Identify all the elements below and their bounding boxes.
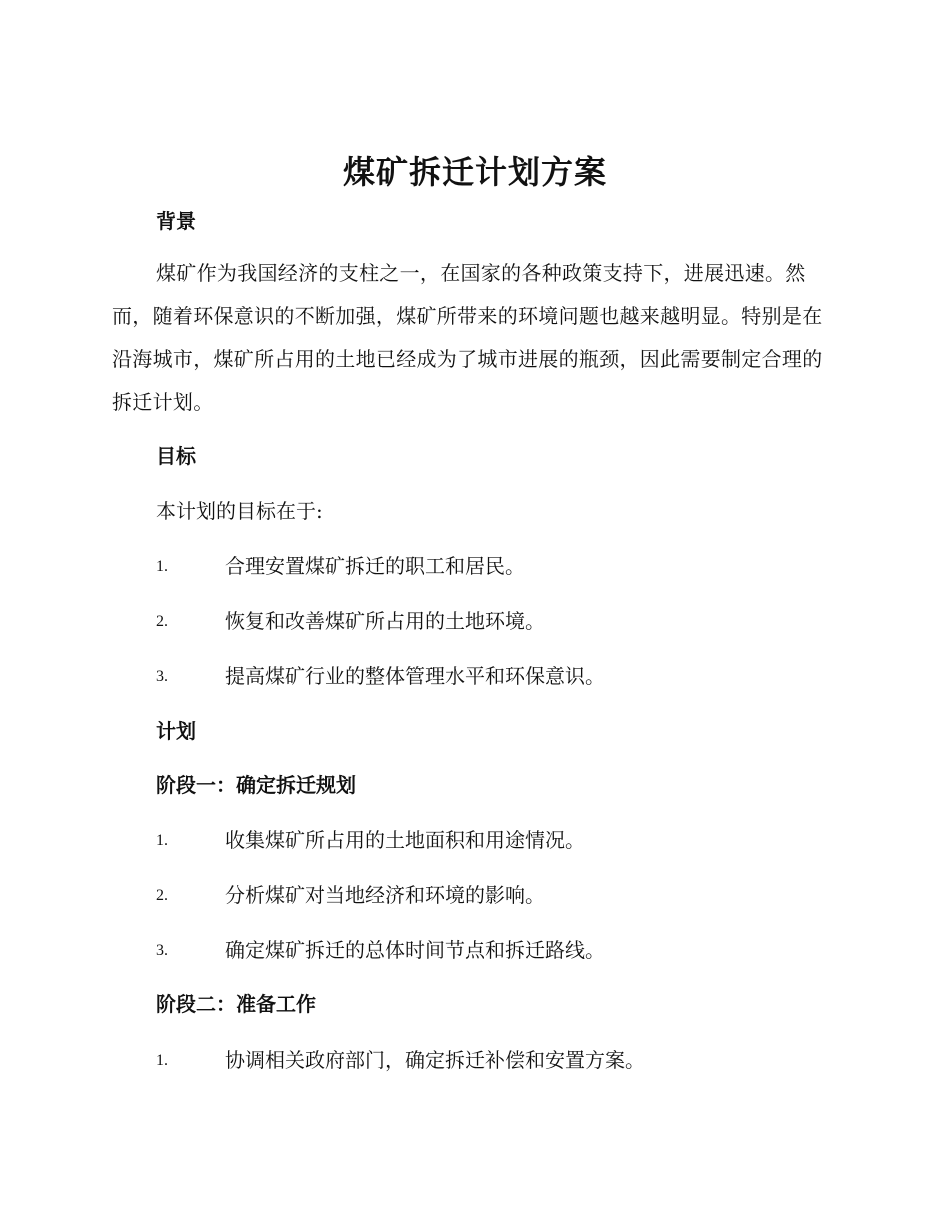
list-number: 2.	[156, 613, 168, 630]
document-title: 煤矿拆迁计划方案	[342, 153, 607, 191]
list-number: 1.	[156, 558, 168, 575]
list-item	[156, 880, 856, 910]
background-paragraph: 煤矿作为我国经济的支柱之一，在国家的各种政策支持下，进展迅速。然而，随着环保意识的不断加强，煤矿所带来的环境问题也越来越明显。特别是在沿海城市，煤矿所占用的土地已经成为了城市进展的瓶颈，因此需要制定合理的拆迁计划。	[112, 261, 823, 414]
list-text: 恢复和改善煤矿所占用的土地环境。	[225, 609, 545, 633]
heading-goals: 目标	[156, 444, 196, 468]
list-item	[156, 551, 856, 581]
list-item	[156, 661, 856, 691]
list-text: 协调相关政府部门，确定拆迁补偿和安置方案。	[225, 1048, 645, 1072]
list-text: 确定煤矿拆迁的总体时间节点和拆迁路线。	[225, 938, 605, 962]
heading-background: 背景	[156, 209, 196, 233]
list-item	[156, 825, 856, 855]
list-number: 1.	[156, 1052, 168, 1069]
list-number: 1.	[156, 832, 168, 849]
heading-plan: 计划	[156, 719, 196, 743]
list-item	[156, 1045, 856, 1075]
list-text: 合理安置煤矿拆迁的职工和居民。	[225, 554, 525, 578]
list-number: 2.	[156, 887, 168, 904]
heading-phase-one: 阶段一：确定拆迁规划	[156, 773, 356, 797]
list-text: 分析煤矿对当地经济和环境的影响。	[225, 883, 545, 907]
list-number: 3.	[156, 942, 168, 959]
goals-intro: 本计划的目标在于:	[156, 499, 323, 523]
list-item	[156, 935, 856, 965]
list-item	[156, 606, 856, 636]
list-text: 提高煤矿行业的整体管理水平和环保意识。	[225, 664, 605, 688]
heading-phase-two: 阶段二：准备工作	[156, 992, 316, 1016]
list-number: 3.	[156, 668, 168, 685]
list-text: 收集煤矿所占用的土地面积和用途情况。	[225, 828, 585, 852]
